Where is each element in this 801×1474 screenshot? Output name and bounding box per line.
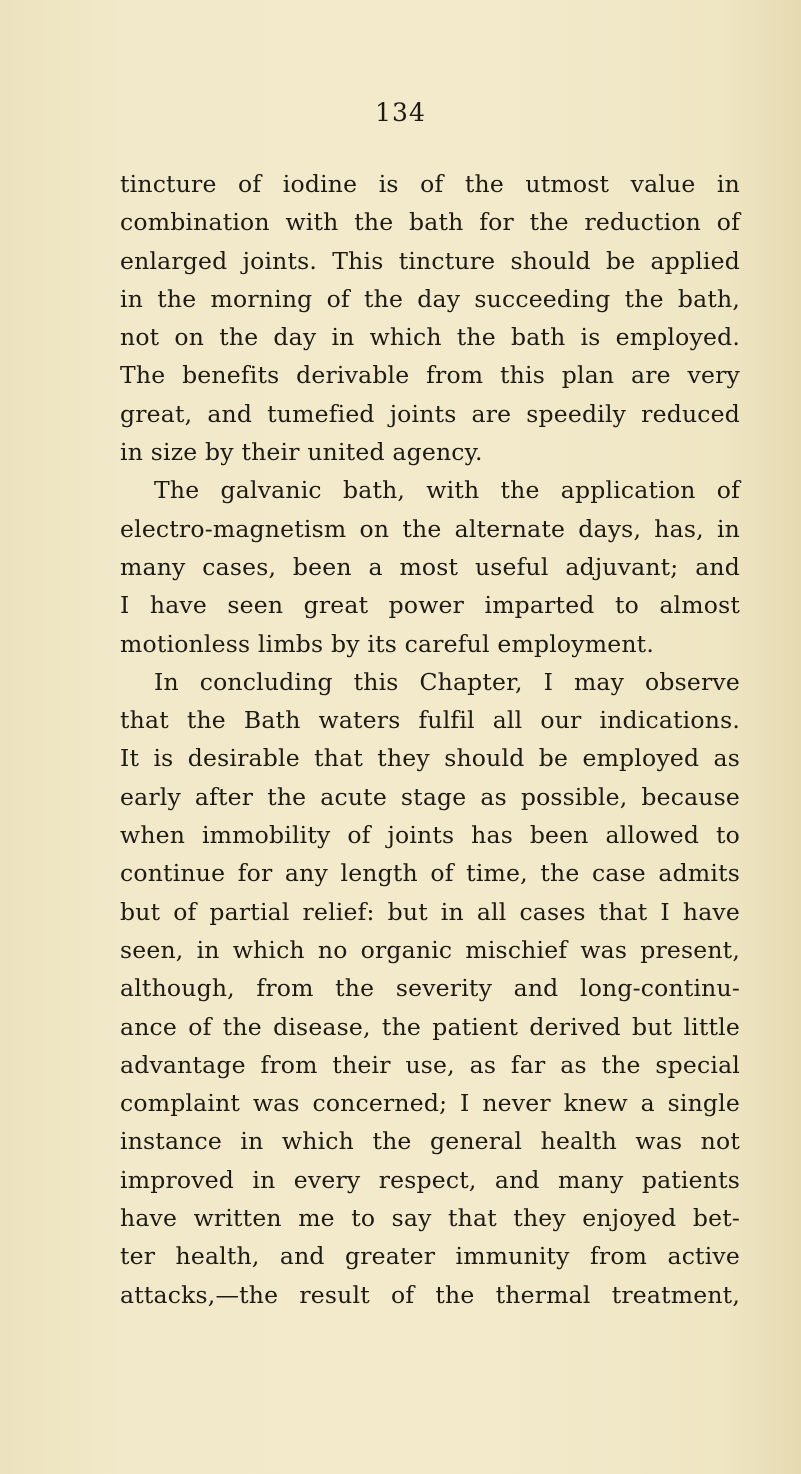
body-text	[120, 165, 740, 1314]
text-line: ance of the disease, the patient derived but little	[120, 1012, 740, 1041]
text-line: motionless limbs by its careful employment.	[120, 629, 654, 658]
text-line: attacks,—the result of the thermal treatment,	[120, 1280, 740, 1309]
text-line: seen, in which no organic mischief was present,	[120, 935, 740, 964]
text-line: have written me to say that they enjoyed bet-	[120, 1204, 740, 1233]
text-line: instance in which the general health was not	[120, 1127, 740, 1156]
text-line: not on the day in which the bath is employed.	[120, 323, 740, 352]
text-line: electro-magnetism on the alternate days, has, in	[120, 514, 740, 543]
text-line: when immobility of joints has been allowed to	[120, 821, 740, 850]
text-line: many cases, been a most useful adjuvant; and	[120, 552, 740, 581]
text-line: in size by their united agency.	[120, 438, 483, 467]
text-line: improved in every respect, and many patients	[120, 1165, 740, 1194]
text-line: in the morning of the day succeeding the bath,	[120, 284, 740, 313]
text-line: It is desirable that they should be employed as	[120, 744, 740, 773]
text-line: In concluding this Chapter, I may observe	[154, 667, 740, 696]
text-line: that the Bath waters fulfil all our indications.	[120, 706, 740, 735]
text-line: continue for any length of time, the case admits	[120, 859, 740, 888]
text-line: complaint was concerned; I never knew a single	[120, 1089, 740, 1118]
text-line: ter health, and greater immunity from active	[120, 1242, 740, 1271]
page-number: 134	[375, 98, 426, 127]
text-line: The benefits derivable from this plan are very	[120, 361, 740, 390]
text-line: great, and tumefied joints are speedily reduced	[120, 399, 740, 428]
text-line: tincture of iodine is of the utmost value in	[120, 170, 740, 198]
text-line: I have seen great power imparted to almost	[120, 591, 740, 620]
text-line: advantage from their use, as far as the special	[120, 1050, 740, 1079]
text-line: combination with the bath for the reduction of	[120, 208, 740, 237]
text-line: although, from the severity and long-continu-	[120, 974, 740, 1003]
text-line: The galvanic bath, with the application of	[154, 476, 740, 505]
text-line: but of partial relief: but in all cases that I have	[120, 897, 740, 926]
text-line: early after the acute stage as possible, because	[120, 782, 740, 811]
text-line: enlarged joints. This tincture should be applied	[120, 246, 740, 275]
